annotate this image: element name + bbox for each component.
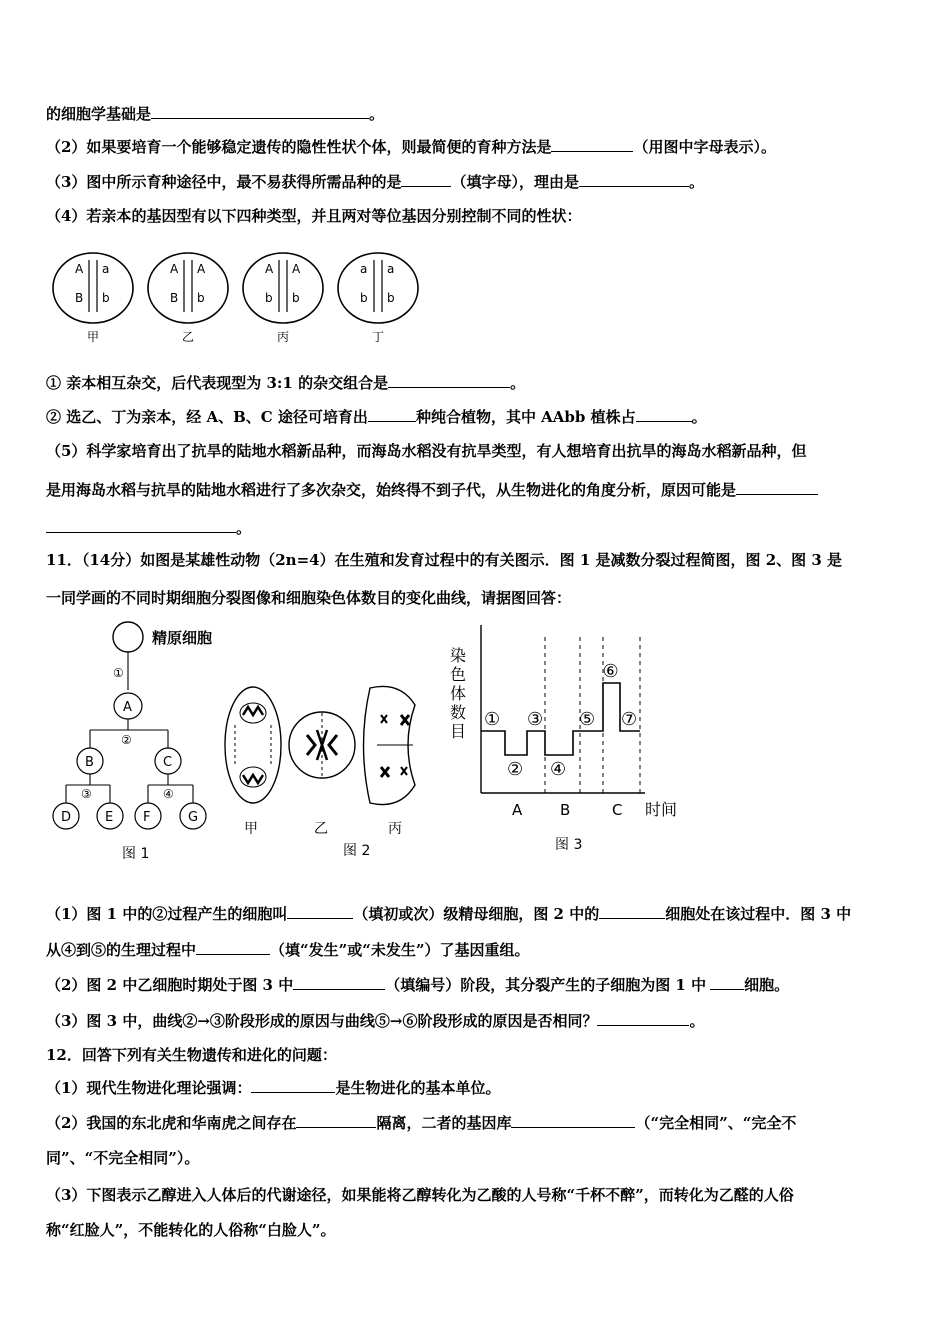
allele: b <box>102 291 110 305</box>
allele: A <box>75 262 84 276</box>
step-label: ① <box>113 666 124 680</box>
allele: b <box>197 291 205 305</box>
node-label: C <box>163 755 173 770</box>
q12-part1: （1）现代生物进化理论强调： 是生物进化的基本单位。 <box>46 1079 501 1097</box>
q12-part3-cont: 称“红脸人”，不能转化的人俗称“白脸人”。 <box>46 1221 336 1239</box>
answer-blank[interactable] <box>599 904 665 919</box>
cell-ding <box>338 253 418 344</box>
cell-jia <box>53 253 133 344</box>
answer-blank[interactable] <box>579 172 689 187</box>
allele: B <box>170 291 179 305</box>
fig2-caption: 图 2 <box>343 843 371 859</box>
q11-part1-cont: 从④到⑤的生理过程中 （填“发生”或“未发生”）了基因重组。 <box>46 941 530 959</box>
node-label: E <box>105 810 114 825</box>
answer-blank[interactable] <box>736 480 818 495</box>
point-label: ③ <box>527 709 544 730</box>
q11-stem-cont: 一同学画的不同时期细胞分裂图像和细胞染色体数目的变化曲线，请据图回答： <box>46 589 572 607</box>
q10-sub2: ② 选乙、丁为亲本，经 A、B、C 途径可培育出 种纯合植物，其中 AAbb 植株占 。 <box>46 408 707 426</box>
q10-part5-cont: 是用海岛水稻与抗旱的陆地水稻进行了多次杂交，始终得不到子代，从生物进化的角度分析，原因可能是 <box>46 480 818 500</box>
genotype-cells-figure <box>50 248 430 348</box>
stage-label: C <box>612 801 623 819</box>
point-label: ② <box>507 759 524 780</box>
answer-blank[interactable] <box>401 172 451 187</box>
x-axis-label: 时间 <box>645 800 678 819</box>
fig1-title: 精原细胞 <box>152 629 213 647</box>
fig1-caption: 图 1 <box>122 846 150 862</box>
answer-blank[interactable] <box>511 1113 635 1128</box>
allele: B <box>75 291 84 305</box>
cell-label: 甲 <box>244 821 258 837</box>
answer-blank[interactable] <box>551 137 633 152</box>
answer-blank[interactable] <box>597 1011 689 1026</box>
chromosome-count-line <box>481 683 640 755</box>
point-label: ④ <box>550 759 567 780</box>
point-label: ① <box>484 709 501 730</box>
q12-part3: （3）下图表示乙醇进入人体后的代谢途径，如果能将乙醇转化为乙酸的人号称“千杯不醉”，而转化为乙醛的人俗 <box>46 1186 794 1204</box>
allele: b <box>387 291 395 305</box>
point-label: ⑥ <box>602 661 619 682</box>
step-label: ④ <box>163 787 174 801</box>
stage-label: B <box>560 801 571 819</box>
answer-blank[interactable] <box>388 373 510 388</box>
q10-part5: （5）科学家培育出了抗旱的陆地水稻新品种，而海岛水稻没有抗旱类型，有人想培育出抗旱的海岛水稻新品种，但 <box>46 442 807 460</box>
answer-blank[interactable] <box>293 975 385 990</box>
figure-3-chromosome-curve <box>447 625 695 860</box>
cell-label: 丙 <box>277 330 290 344</box>
allele: A <box>292 262 301 276</box>
stage-label: A <box>512 801 523 819</box>
q10-part4: （4）若亲本的基因型有以下四种类型，并且两对等位基因分别控制不同的性状： <box>46 207 582 225</box>
allele: b <box>360 291 368 305</box>
figure-1-meiosis-tree <box>48 620 228 865</box>
node-label: F <box>143 810 151 825</box>
q11-stem: 11．（14分）如图是某雄性动物（2n=4）在生殖和发育过程中的有关图示．图 1 是减数分裂过程简图，图 2、图 3 是 <box>46 551 843 569</box>
q10-part3: （3）图中所示育种途径中，最不易获得所需品种的是 （填字母），理由是 。 <box>46 173 704 191</box>
fig3-caption: 图 3 <box>555 837 583 853</box>
allele: b <box>292 291 300 305</box>
allele: a <box>387 262 395 276</box>
cell-bing <box>243 253 323 344</box>
answer-blank[interactable] <box>296 1113 376 1128</box>
answer-blank[interactable] <box>287 904 353 919</box>
q10-line-basis: 的细胞学基础是 。 <box>46 105 385 123</box>
cell-label: 甲 <box>87 330 100 344</box>
answer-blank[interactable] <box>151 104 369 119</box>
cell-yi <box>148 253 228 344</box>
answer-blank[interactable] <box>46 518 236 533</box>
q10-part5-end: 。 <box>46 518 251 538</box>
q10-sub1: ① 亲本相互杂交，后代表现型为 3:1 的杂交组合是 。 <box>46 374 526 392</box>
allele: a <box>102 262 110 276</box>
y-axis-label: 染色体数目 <box>447 647 467 742</box>
allele: a <box>360 262 368 276</box>
q11-part2: （2）图 2 中乙细胞时期处于图 3 中 （填编号）阶段，其分裂产生的子细胞为图 1 中 细胞。 <box>46 976 790 994</box>
q12-part2-cont: 同”、“不完全相同”）。 <box>46 1149 200 1167</box>
q10-part2: （2）如果要培育一个能够稳定遗传的隐性性状个体，则最简便的育种方法是 （用图中字母表示）。 <box>46 138 776 156</box>
allele: A <box>197 262 206 276</box>
allele: b <box>265 291 273 305</box>
q12-stem: 12．回答下列有关生物遗传和进化的问题： <box>46 1046 337 1064</box>
q11-part1: （1）图 1 中的②过程产生的细胞叫 （填初或次）级精母细胞，图 2 中的 细胞处在该过程中．图 3 中 <box>46 905 852 923</box>
cell-yi-metaphase <box>289 712 355 837</box>
figure-2-cells <box>215 685 445 865</box>
node-label: A <box>123 700 132 715</box>
point-label: ⑤ <box>579 709 596 730</box>
cell-bing-dividing <box>364 686 416 837</box>
cell-label: 乙 <box>182 330 195 344</box>
answer-blank[interactable] <box>196 940 270 955</box>
cell-label: 丁 <box>372 330 385 344</box>
answer-blank[interactable] <box>251 1078 335 1093</box>
allele: A <box>265 262 274 276</box>
cell-jia-anaphase <box>225 687 281 837</box>
node-label: D <box>61 810 72 825</box>
node-label: B <box>85 755 94 770</box>
answer-blank[interactable] <box>710 975 744 990</box>
step-label: ③ <box>81 787 92 801</box>
step-label: ② <box>121 733 132 747</box>
answer-blank[interactable] <box>368 407 416 422</box>
allele: A <box>170 262 179 276</box>
q12-part2: （2）我国的东北虎和华南虎之间存在 隔离，二者的基因库 （“完全相同”、“完全不 <box>46 1114 797 1132</box>
cell-label: 丙 <box>388 821 402 837</box>
point-label: ⑦ <box>621 709 638 730</box>
cell-label: 乙 <box>314 821 328 837</box>
q11-part3: （3）图 3 中，曲线②→③阶段形成的原因与曲线⑤→⑥阶段形成的原因是否相同？ 。 <box>46 1012 705 1030</box>
node-label: G <box>188 810 199 825</box>
answer-blank[interactable] <box>636 407 692 422</box>
